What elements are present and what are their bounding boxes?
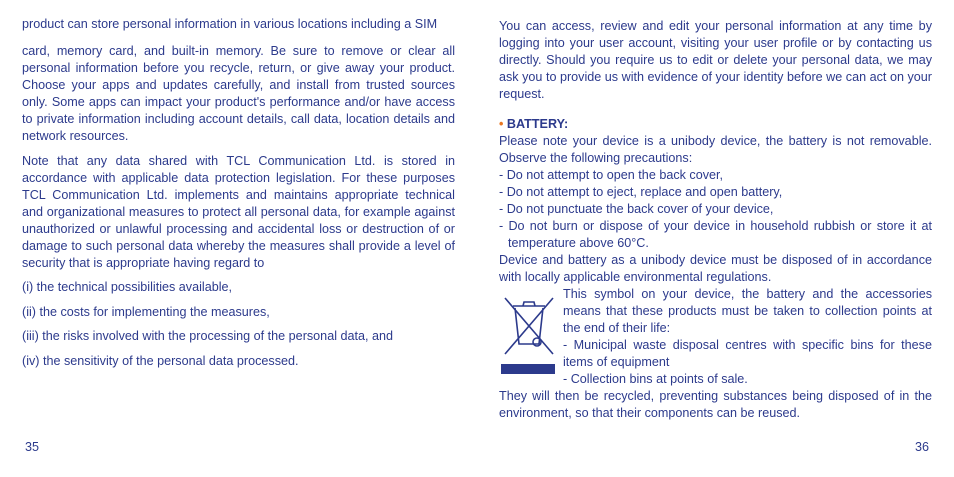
left-list-item-4: (iv) the sensitivity of the personal data processed. <box>22 354 299 368</box>
right-paragraph-1: You can access, review and edit your personal information at any time by logging into your user account, visiting your user profile or by contacting us directly. Should you require us to edit or delete your personal data, we may ask you to provide us with evidence of your identity before we can act on your request. <box>499 19 932 101</box>
disposal-paragraph: Device and battery as a unibody device must be disposed of in accordance with locally applicable environmental regulations. <box>499 253 932 284</box>
crossed-out-wheelie-bin-icon <box>501 292 555 374</box>
symbol-item-1: - Municipal waste disposal centres with specific bins for these items of equipment <box>563 338 932 369</box>
battery-heading <box>499 116 568 133</box>
symbol-description: This symbol on your device, the battery and the accessories means that these products must be taken to collection points at the end of their life: <box>563 287 932 335</box>
battery-heading-label: BATTERY: <box>506 117 569 131</box>
left-list-item-2: (ii) the costs for implementing the measures, <box>22 305 270 319</box>
precaution-4: - Do not burn or dispose of your device in household rubbish or store it at temperature above 60°C. <box>499 219 932 250</box>
left-list-item-3: (iii) the risks involved with the processing of the personal data, and <box>22 329 394 343</box>
page-number-right: 36 <box>914 440 929 454</box>
recycle-paragraph: They will then be recycled, preventing substances being disposed of in the environment, so that their components can be reused. <box>499 389 932 420</box>
precaution-1: - Do not attempt to open the back cover, <box>499 168 724 182</box>
battery-intro: Please note your device is a unibody device, the battery is not removable. Observe the following precautions: <box>499 134 932 165</box>
left-paragraph-2: Note that any data shared with TCL Communication Ltd. is stored in accordance with applicable data protection legislation. For these purposes TCL Communication Ltd. implements and maintains appropriate technical and organizational measures to protect all personal data, for example against unauthorized or unlawful processing and accidental loss or destruction of or damage to such personal data whereby the measures shall provide a level of security that is appropriate having regard to <box>22 154 455 270</box>
left-paragraph-1: card, memory card, and built-in memory. Be sure to remove or clear all personal information before you recycle, return, or give away your product. Choose your apps and updates carefully, and install from trusted sources only. Some apps can impact your product's performance and/or have access to private information including account details, call data, location details and network resources. <box>22 44 455 143</box>
page-number-left: 35 <box>25 440 40 454</box>
left-page <box>22 0 455 477</box>
symbol-item-2: - Collection bins at points of sale. <box>563 372 748 386</box>
precaution-2: - Do not attempt to eject, replace and open battery, <box>499 185 783 199</box>
battery-bullet: • <box>499 117 504 131</box>
recycling-symbol-block <box>499 286 932 390</box>
left-paragraph-1-first-line: product can store personal information in various locations including a SIM <box>22 17 438 31</box>
left-list-item-1: (i) the technical possibilities available, <box>22 280 232 294</box>
precaution-3: - Do not punctuate the back cover of your device, <box>499 202 774 216</box>
right-page <box>499 0 932 477</box>
